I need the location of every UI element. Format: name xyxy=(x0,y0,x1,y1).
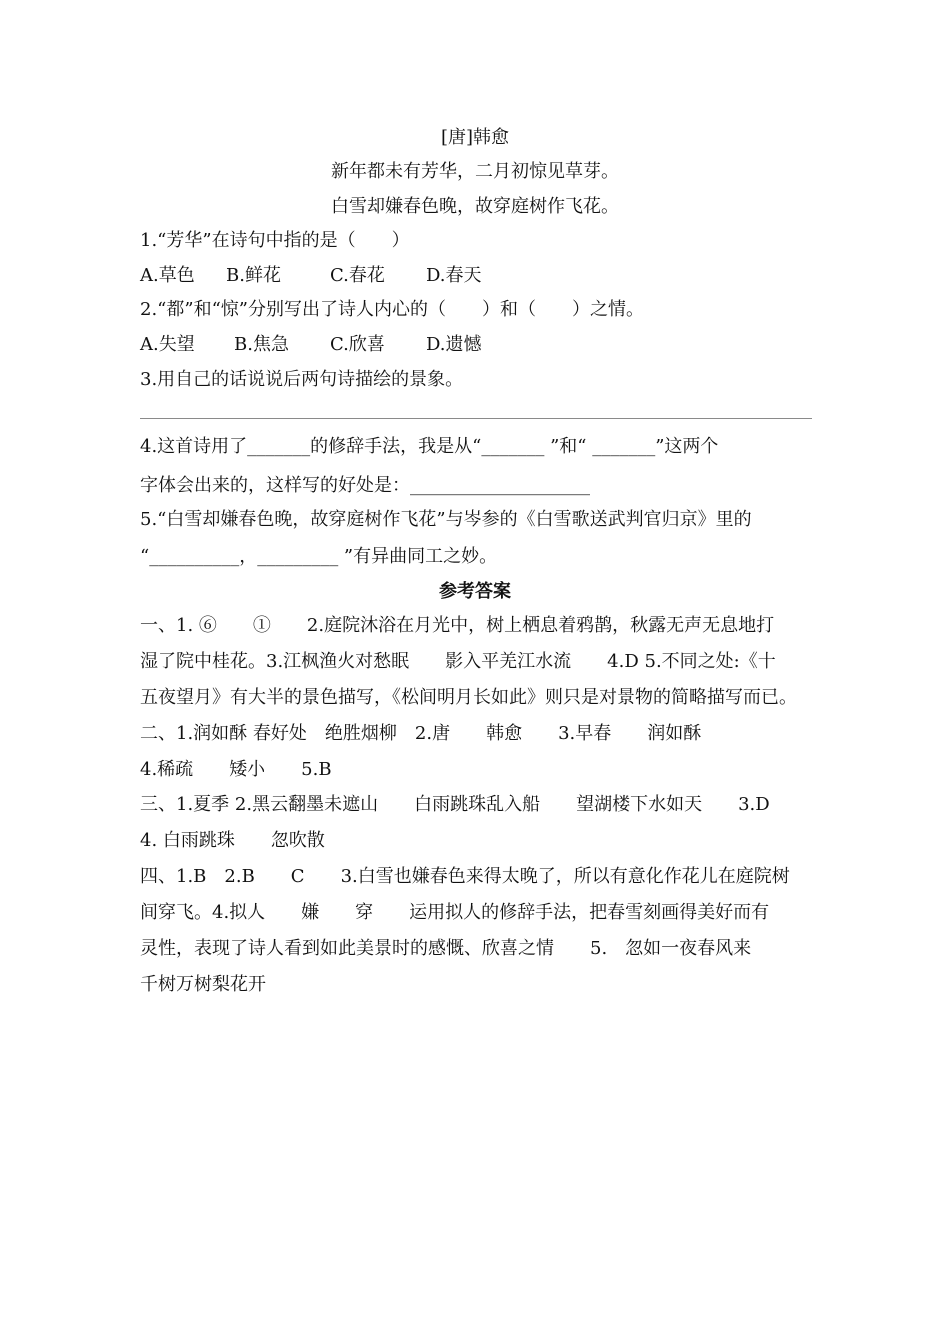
question-2-option-b: B.焦急 xyxy=(234,334,289,355)
answer-line-7: 4. 白雨跳珠 忽吹散 xyxy=(140,830,325,851)
answer-line-9: 间穿飞。4.拟人 嫌 穿 运用拟人的修辞手法，把春雪刻画得美好而有 xyxy=(140,902,770,923)
question-1-stem: 1.“芳华”在诗句中指的是（ ） xyxy=(140,230,410,251)
question-2-stem: 2.“都”和“惊”分别写出了诗人内心的（ ）和（ ）之情。 xyxy=(140,299,644,320)
answer-line-3: 五夜望月》有大半的景色描写，《松间明月长如此》则只是对景物的简略描写而已。 xyxy=(140,687,797,708)
poem-author: [唐]韩愈 xyxy=(440,127,510,148)
question-5-line-2: “__________，_________ ”有异曲同工之妙。 xyxy=(140,546,498,567)
poem-line-1: 新年都未有芳华，二月初惊见草芽。 xyxy=(331,161,619,182)
question-2-option-c: C.欣喜 xyxy=(330,334,385,355)
question-2-option-a: A.失望 xyxy=(140,334,195,355)
question-2-option-d: D.遗憾 xyxy=(426,334,482,355)
answer-line-6: 三、1.夏季 2.黑云翻墨未遮山 白雨跳珠乱入船 望湖楼下水如天 3.D xyxy=(140,794,770,815)
answer-line-10: 灵性，表现了诗人看到如此美景时的感慨、欣喜之情 5. 忽如一夜春风来 xyxy=(140,938,752,959)
answers-heading: 参考答案 xyxy=(439,581,511,602)
question-4-line-2: 字体会出来的，这样写的好处是：____________________ xyxy=(140,475,590,496)
question-4-line-1: 4.这首诗用了_______的修辞手法，我是从“_______ ”和“ _______”这两个 xyxy=(140,436,719,457)
answer-line-2: 湿了院中桂花。3.江枫渔火对愁眠 影入平羌江水流 4.D 5.不同之处:《十 xyxy=(140,651,776,672)
question-1-option-b: B.鲜花 xyxy=(226,265,281,286)
question-1-option-d: D.春天 xyxy=(426,265,482,286)
answer-line-8: 四、1.B 2.B C 3.白雪也嫌春色来得太晚了，所以有意化作花儿在庭院树 xyxy=(140,866,790,887)
question-3-stem: 3.用自己的话说说后两句诗描绘的景象。 xyxy=(140,369,464,390)
question-1-option-a: A.草色 xyxy=(140,265,195,286)
answer-line-4: 二、1.润如酥 春好处 绝胜烟柳 2.唐 韩愈 3.早春 润如酥 xyxy=(140,723,702,744)
poem-line-2: 白雪却嫌春色晚，故穿庭树作飞花。 xyxy=(331,196,619,217)
answer-line-11: 千树万树梨花开 xyxy=(140,974,266,995)
answer-line xyxy=(140,418,812,419)
question-5-line-1: 5.“白雪却嫌春色晚，故穿庭树作飞花”与岑参的《白雪歌送武判官归京》里的 xyxy=(140,509,752,530)
answer-line-1: 一、1. ⑥ ① 2.庭院沐浴在月光中，树上栖息着鸦鹊，秋露无声无息地打 xyxy=(140,615,775,636)
answer-line-5: 4.稀疏 矮小 5.B xyxy=(140,759,332,780)
question-1-option-c: C.春花 xyxy=(330,265,385,286)
